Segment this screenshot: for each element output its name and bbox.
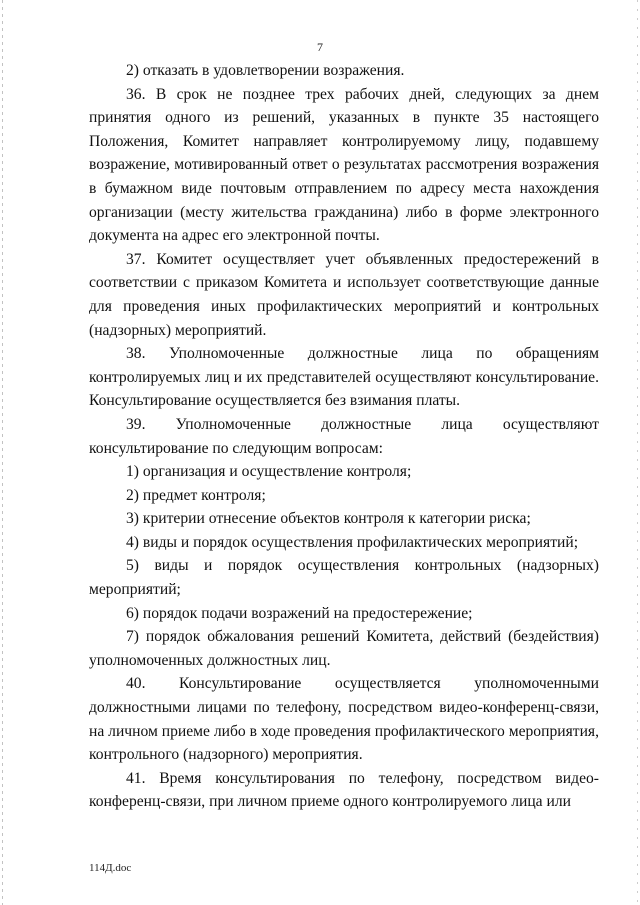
scan-edge-right [637,0,638,905]
list-item-3: 3) критерии отнесение объектов контроля к категории риска; [126,510,531,528]
list-item-1: 1) организация и осуществление контроля; [126,463,412,481]
page-number: 7 [317,40,323,54]
document-body [89,59,599,814]
paragraph-40: 40. Консультирование осуществляется уполномоченными должностными лицами по телефону, посредством видео-конференц-связи, на личном приеме либо в ходе проведения профилактического мероприятия, контрольного (надзорного) мероприятия. [89,675,599,764]
footer-filename: 114Д.doc [89,862,132,874]
paragraph-36: 36. В срок не позднее трех рабочих дней, следующих за днем принятия одного из решений, указанных в пункте 35 настоящего Положения, Комитет направляет контролируемому лицу, подавшему возражение, мотивированный ответ о результатах рассмотрения возражения в бумажном виде почтовым отправлением по адресу места нахождения организации (месту жительства гражданина) либо в форме электронного документа на адрес его электронной почты. [89,85,599,245]
paragraph-37: 37. Комитет осуществляет учет объявленных предостережений в соответствии с приказом Комитета и использует соответствующие данные для проведения иных профилактических мероприятий и контрольных (надзорных) мероприятий. [89,250,599,339]
paragraph-item-2-reject: 2) отказать в удовлетворении возражения. [126,62,405,79]
paragraph-38: 38. Уполномоченные должностные лица по обращениям контролируемых лиц и их представителей осуществляют консультирование. Консультирование осуществляется без взимания платы. [89,345,599,410]
paragraph-39: 39. Уполномоченные должностные лица осуществляют консультирование по следующим вопросам: [89,415,599,457]
list-item-7: 7) порядок обжалования решений Комитета, действий (бездействия) уполномоченных должностных лиц. [89,628,599,669]
list-item-2: 2) предмет контроля; [126,486,266,504]
scan-edge-left [2,0,3,905]
paragraph-41: 41. Время консультирования по телефону, посредством видео-конференц-связи, при личном приеме одного контролируемого лица или [89,769,599,811]
list-item-5: 5) виды и порядок осуществления контрольных (надзорных) мероприятий; [89,557,599,599]
list-item-6: 6) порядок подачи возражений на предостережение; [126,604,473,622]
list-item-4: 4) виды и порядок осуществления профилактических мероприятий; [126,533,579,551]
